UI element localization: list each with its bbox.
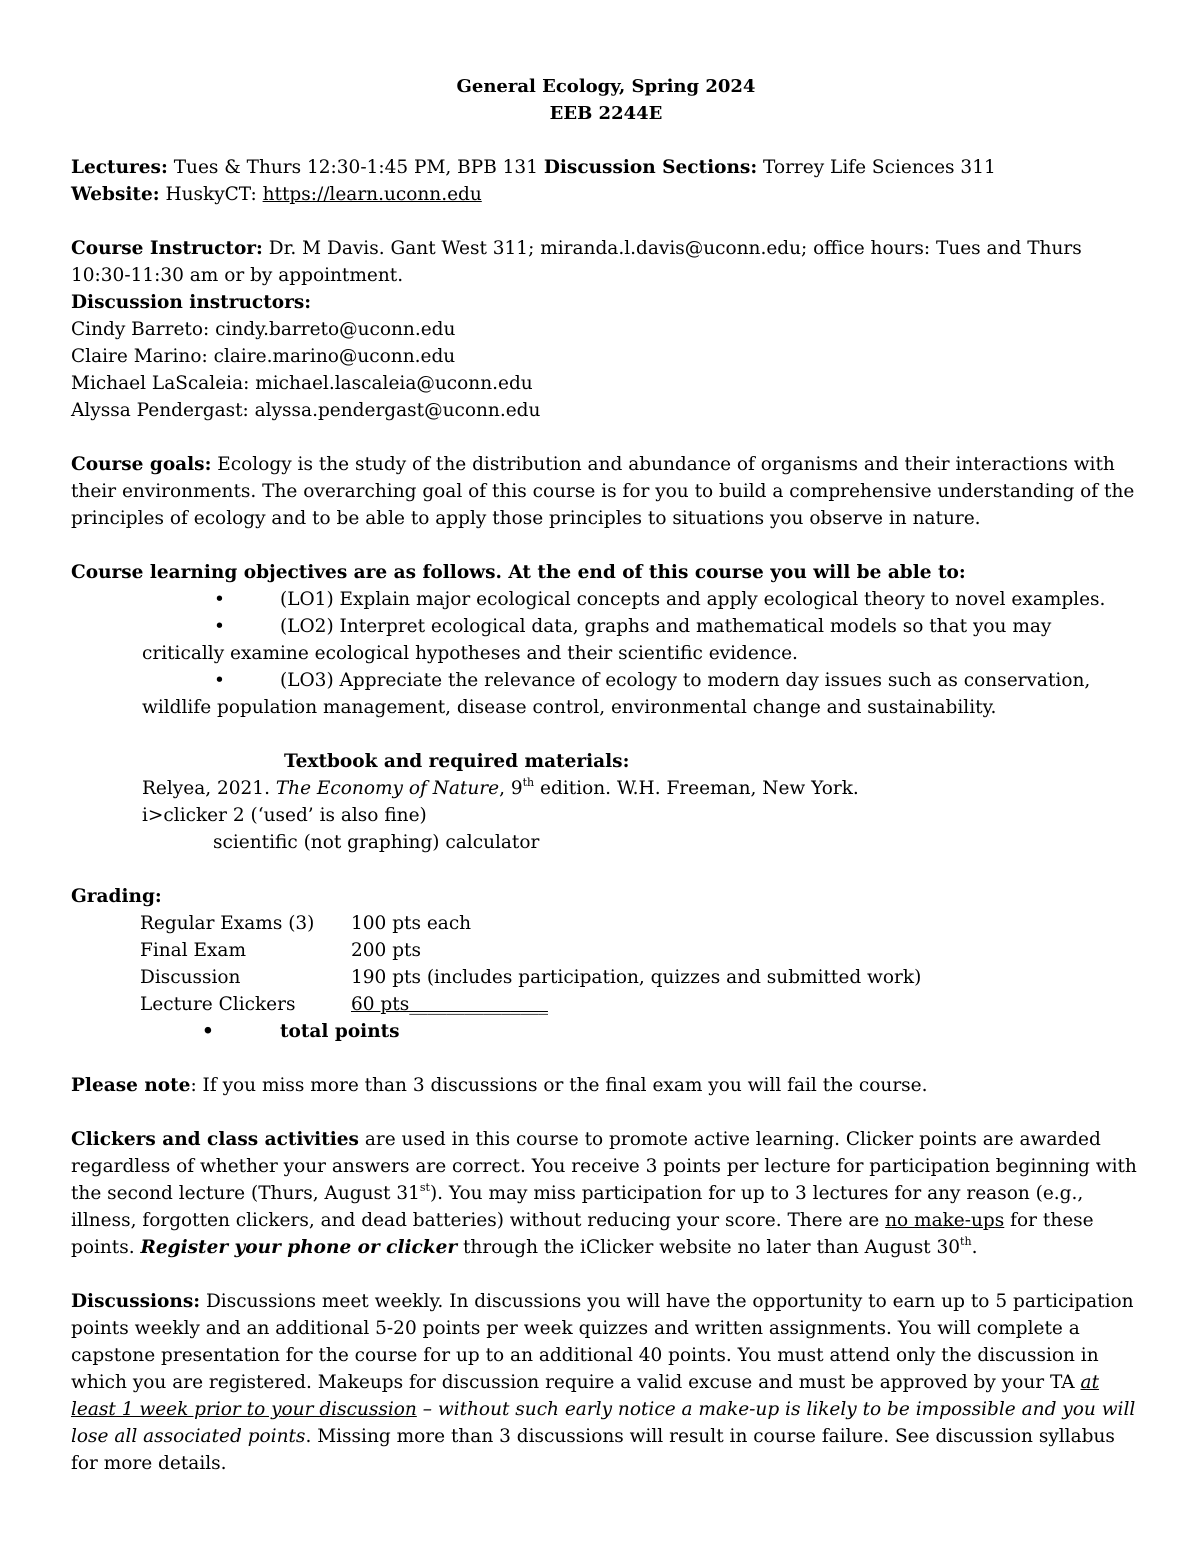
website-link[interactable]: https://learn.uconn.edu (262, 184, 482, 205)
discussion-instructor: Michael LaScaleia: michael.lascaleia@uconn.edu (71, 373, 533, 394)
objective-item (214, 586, 1141, 613)
clicker-requirement: i>clicker 2 (‘used’ is also fine) (142, 805, 427, 826)
objectives-heading: Course learning objectives are as follows. At the end of this course you will be able to: (71, 562, 966, 583)
warning-emphasis: – without such early notice a make-up is likely to be impossible and you will lose all associated points (71, 1399, 1136, 1447)
grading-heading: Grading: (71, 886, 162, 907)
lectures-line (71, 154, 1141, 181)
discussion-instructor: Cindy Barreto: cindy.barreto@uconn.edu (71, 319, 456, 340)
objective-text: (LO1) Explain major ecological concepts and apply ecological theory to novel examples. (280, 589, 1106, 610)
lectures-text: Tues & Thurs 12:30-1:45 PM, BPB 131 (167, 157, 544, 178)
citation-edition: , 9 (499, 778, 523, 799)
date-sup: st (419, 1180, 430, 1194)
clickers-text: are used in this course to promote active learning. Clicker points are awarded regardless of whether your answers are correct. You receive 3 points per lecture for participation beginning with the second lecture (Thurs, August 31 (71, 1129, 1137, 1204)
clickers-label: Clickers and class activities (71, 1129, 359, 1150)
grading-label: Regular Exams (3) (140, 913, 315, 934)
course-code: EEB 2244E (549, 103, 663, 124)
website-prefix: HuskyCT: (159, 184, 263, 205)
instructor-label: Course Instructor: (71, 238, 263, 259)
website-label: Website: (71, 184, 160, 205)
grading-value: 190 pts (includes participation, quizzes and submitted work) (351, 967, 922, 988)
calculator-requirement: scientific (not graphing) calculator (213, 832, 540, 853)
course-goals-paragraph (71, 451, 1141, 532)
date-sup: th (960, 1234, 972, 1248)
total-points-line (202, 1018, 1141, 1045)
discussions-paragraph (71, 1288, 1141, 1477)
instructor-text: Dr. M Davis. Gant West 311; miranda.l.davis@uconn.edu; office hours: Tues and Thurs 10:30-11:30 am or by appointment. (71, 238, 1082, 286)
syllabus-page (71, 73, 1141, 1477)
discussion-instructors-label: Discussion instructors: (71, 292, 312, 313)
please-note-text: : If you miss more than 3 discussions or the final exam you will fail the course. (190, 1075, 928, 1096)
discussion-instructor: Claire Marino: claire.marino@uconn.edu (71, 346, 456, 367)
objective-item (214, 667, 1141, 694)
no-make-ups-text: no make-ups (885, 1210, 1005, 1231)
bullet-icon: • (214, 670, 225, 691)
book-title: The Economy of Nature (275, 778, 500, 799)
objective-continuation: critically examine ecological hypotheses and their scientific evidence. (142, 643, 798, 664)
discussion-instructor: Alyssa Pendergast: alyssa.pendergast@uconn.edu (71, 400, 541, 421)
deadline-emphasis: at least 1 week prior to your discussion (71, 1372, 1100, 1420)
grading-value: 60 pts___________ (351, 994, 511, 1015)
course-goals-label: Course goals: (71, 454, 212, 475)
objective-continuation: wildlife population management, disease control, environmental change and sustainability. (142, 697, 997, 718)
bullet-icon: • (214, 616, 225, 637)
please-note-paragraph (71, 1072, 1141, 1099)
register-emphasis: Register your phone or clicker (140, 1237, 458, 1258)
grading-row (140, 937, 1141, 964)
course-title: General Ecology, Spring 2024 (456, 76, 756, 97)
discussion-sections-text: Torrey Life Sciences 311 (757, 157, 996, 178)
discussions-text: . Missing more than 3 discussions will result in course failure. See discussion syllabus for more details. (71, 1426, 1115, 1474)
bullet-icon: • (202, 1021, 214, 1042)
grading-label: Final Exam (140, 940, 247, 961)
objective-item (214, 613, 1141, 640)
grading-value: 200 pts (351, 940, 421, 961)
clickers-text: for these points. (71, 1210, 1094, 1258)
bullet-icon: • (214, 589, 225, 610)
citation-publisher: edition. W.H. Freeman, New York. (534, 778, 859, 799)
discussion-sections-label: Discussion Sections: (543, 157, 758, 178)
grading-label: Lecture Clickers (140, 994, 296, 1015)
objective-text: (LO2) Interpret ecological data, graphs and mathematical models so that you may (280, 616, 1052, 637)
please-note-label: Please note (71, 1075, 191, 1096)
grading-value: 100 pts each (351, 913, 472, 934)
grading-row (140, 910, 1141, 937)
clickers-text: ). You may miss participation for up to 3 lectures for any reason (e.g., illness, forgotten clickers, and dead batteries) without reducing your score. There are (71, 1183, 1084, 1231)
grading-underline: ____ (510, 994, 548, 1015)
clickers-paragraph (71, 1126, 1141, 1261)
course-goals-text: Ecology is the study of the distribution and abundance of organisms and their interactions with their environments. The overarching goal of this course is for you to build a comprehensive understanding of the principles of ecology and to be able to apply those principles to situations you observe in nature. (71, 454, 1135, 529)
instructor-paragraph (71, 235, 1141, 289)
clickers-text: through the iClicker website no later than August 30 (457, 1237, 961, 1258)
textbook-citation (142, 775, 1141, 802)
grading-label: Discussion (140, 967, 241, 988)
discussions-label: Discussions: (71, 1291, 201, 1312)
discussions-text: Discussions meet weekly. In discussions you will have the opportunity to earn up to 5 participation points weekly and an additional 5-20 points per week quizzes and written assignments. You will complete a capstone presentation for the course for up to an additional 40 points. You must attend only the discussion in which you are registered. Makeups for discussion require a valid excuse and must be approved by your TA (71, 1291, 1134, 1393)
objective-text: (LO3) Appreciate the relevance of ecology to modern day issues such as conservation, (280, 670, 1091, 691)
grading-row (140, 991, 1141, 1018)
edition-sup: th (522, 775, 535, 789)
grading-row (140, 964, 1141, 991)
clickers-text: . (971, 1237, 978, 1258)
total-points-label: total points (280, 1021, 400, 1042)
citation-author: Relyea, 2021. (142, 778, 276, 799)
website-line (71, 181, 1141, 208)
textbook-heading: Textbook and required materials: (284, 751, 630, 772)
lectures-label: Lectures: (71, 157, 168, 178)
